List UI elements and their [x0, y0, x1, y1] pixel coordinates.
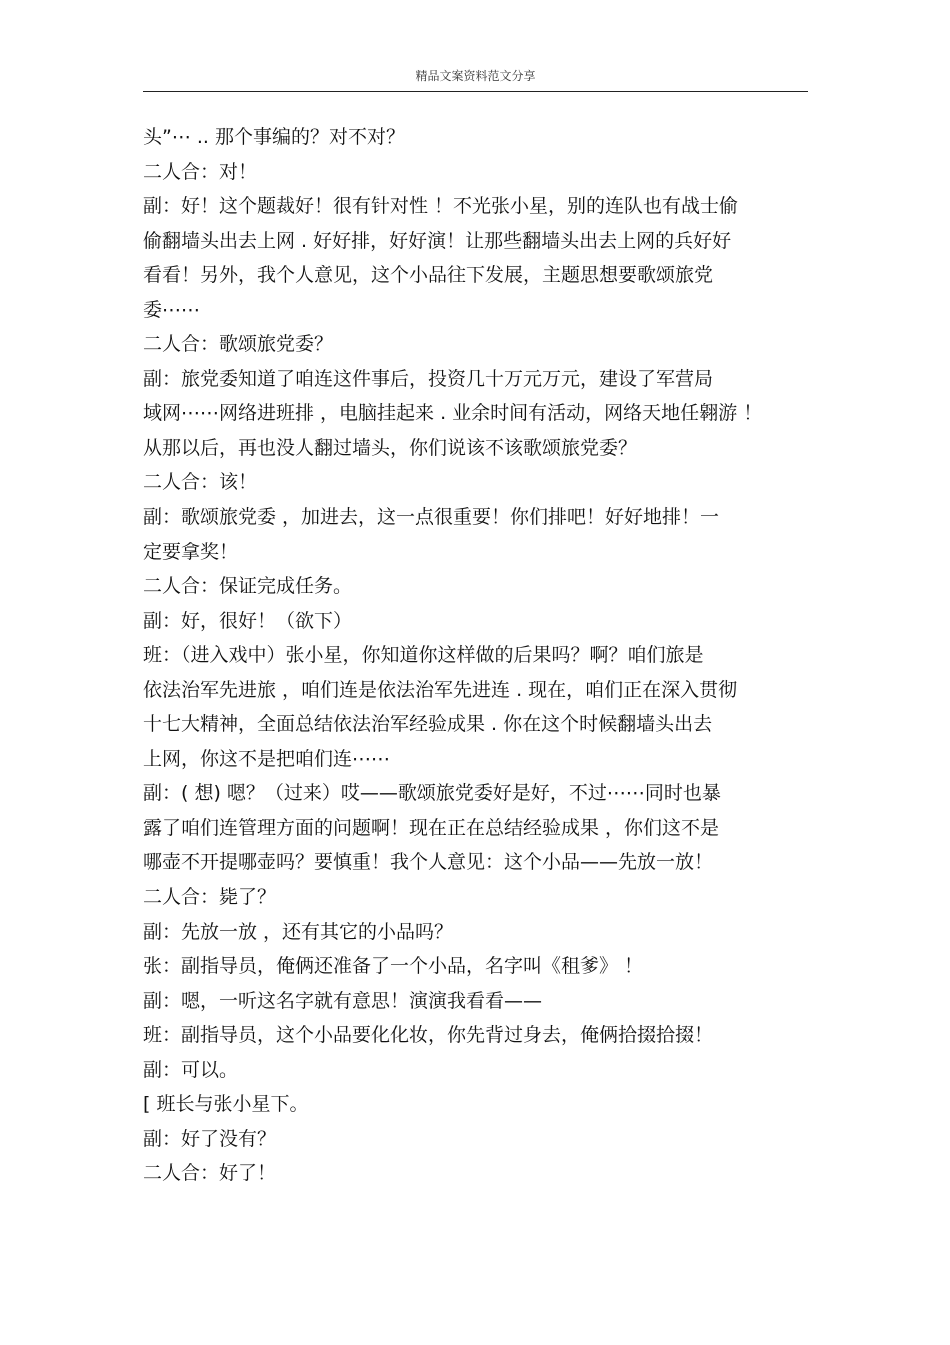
- text-line: 上网，你这不是把咱们连⋯⋯: [143, 747, 391, 770]
- text-line: 二人合：保证完成任务。: [143, 575, 353, 598]
- text-line: 副：好了没有？: [143, 1127, 277, 1150]
- text-line: 域网⋯⋯网络进班排 ，电脑挂起来 . 业余时间有活动，网络天地任翱游 ！: [143, 402, 763, 425]
- text-line: [ 班长与张小星下。: [143, 1093, 309, 1116]
- text-line: 二人合：该！: [143, 471, 258, 494]
- text-line: 班：副指导员，这个小品要化化妆，你先背过身去，俺俩拾掇拾掇！: [143, 1024, 714, 1047]
- text-line: 看看！另外，我个人意见，这个小品往下发展，主题思想要歌颂旅党: [143, 264, 714, 287]
- text-line: 从那以后，再也没人翻过墙头，你们说该不该歌颂旅党委？: [143, 436, 638, 459]
- text-line: 副：嗯，一听这名字就有意思！演演我看看——: [143, 989, 543, 1012]
- text-line: 依法治军先进旅 ，咱们连是依法治军先进连 . 现在，咱们正在深入贯彻: [143, 678, 738, 701]
- text-line: 班：（进入戏中）张小星，你知道你这样做的后果吗？啊？咱们旅是: [143, 644, 704, 667]
- text-line: 二人合：歌颂旅党委？: [143, 333, 334, 356]
- text-line: 二人合：对！: [143, 160, 258, 183]
- text-line: 副：( 想) 嗯？（过来）哎——歌颂旅党委好是好，不过⋯⋯同时也暴: [143, 782, 721, 805]
- text-line: 头”⋯ .. 那个事编的？对不对？: [143, 126, 406, 148]
- script-text: [143, 120, 833, 1191]
- text-line: 副：旅党委知道了咱连这件事后，投资几十万元万元，建设了军营局: [143, 367, 714, 390]
- text-line: 张：副指导员，俺俩还准备了一个小品，名字叫《租爹》 ！: [143, 955, 644, 978]
- text-line: 哪壶不开提哪壶吗？要慎重！我个人意见：这个小品——先放一放！: [143, 851, 714, 874]
- header-rule: [143, 91, 808, 92]
- text-line: 二人合：好了！: [143, 1162, 277, 1185]
- text-line: 副：先放一放 ，还有其它的小品吗？: [143, 920, 454, 943]
- text-line: 副：歌颂旅党委 ，加进去，这一点很重要！你们排吧！好好地排！一: [143, 506, 720, 529]
- text-line: 副：好，很好！（欲下）: [143, 609, 353, 632]
- text-line: 偷翻墙头出去上网 . 好好排，好好演！让那些翻墙头出去上网的兵好好: [143, 229, 732, 252]
- text-line: 副：好！这个题裁好！很有针对性 ！不光张小星，别的连队也有战士偷: [143, 195, 739, 218]
- text-line: 定要拿奖！: [143, 540, 239, 563]
- text-line: 二人合：毙了？: [143, 886, 277, 909]
- text-line: 露了咱们连管理方面的问题啊！现在正在总结经验成果 ，你们这不是: [143, 816, 720, 839]
- page-header: 精品文案资料范文分享: [415, 69, 536, 83]
- text-line: 副：可以。: [143, 1058, 239, 1081]
- text-line: 十七大精神，全面总结依法治军经验成果 . 你在这个时候翻墙头出去: [143, 713, 713, 736]
- text-line: 委⋯⋯: [143, 298, 201, 321]
